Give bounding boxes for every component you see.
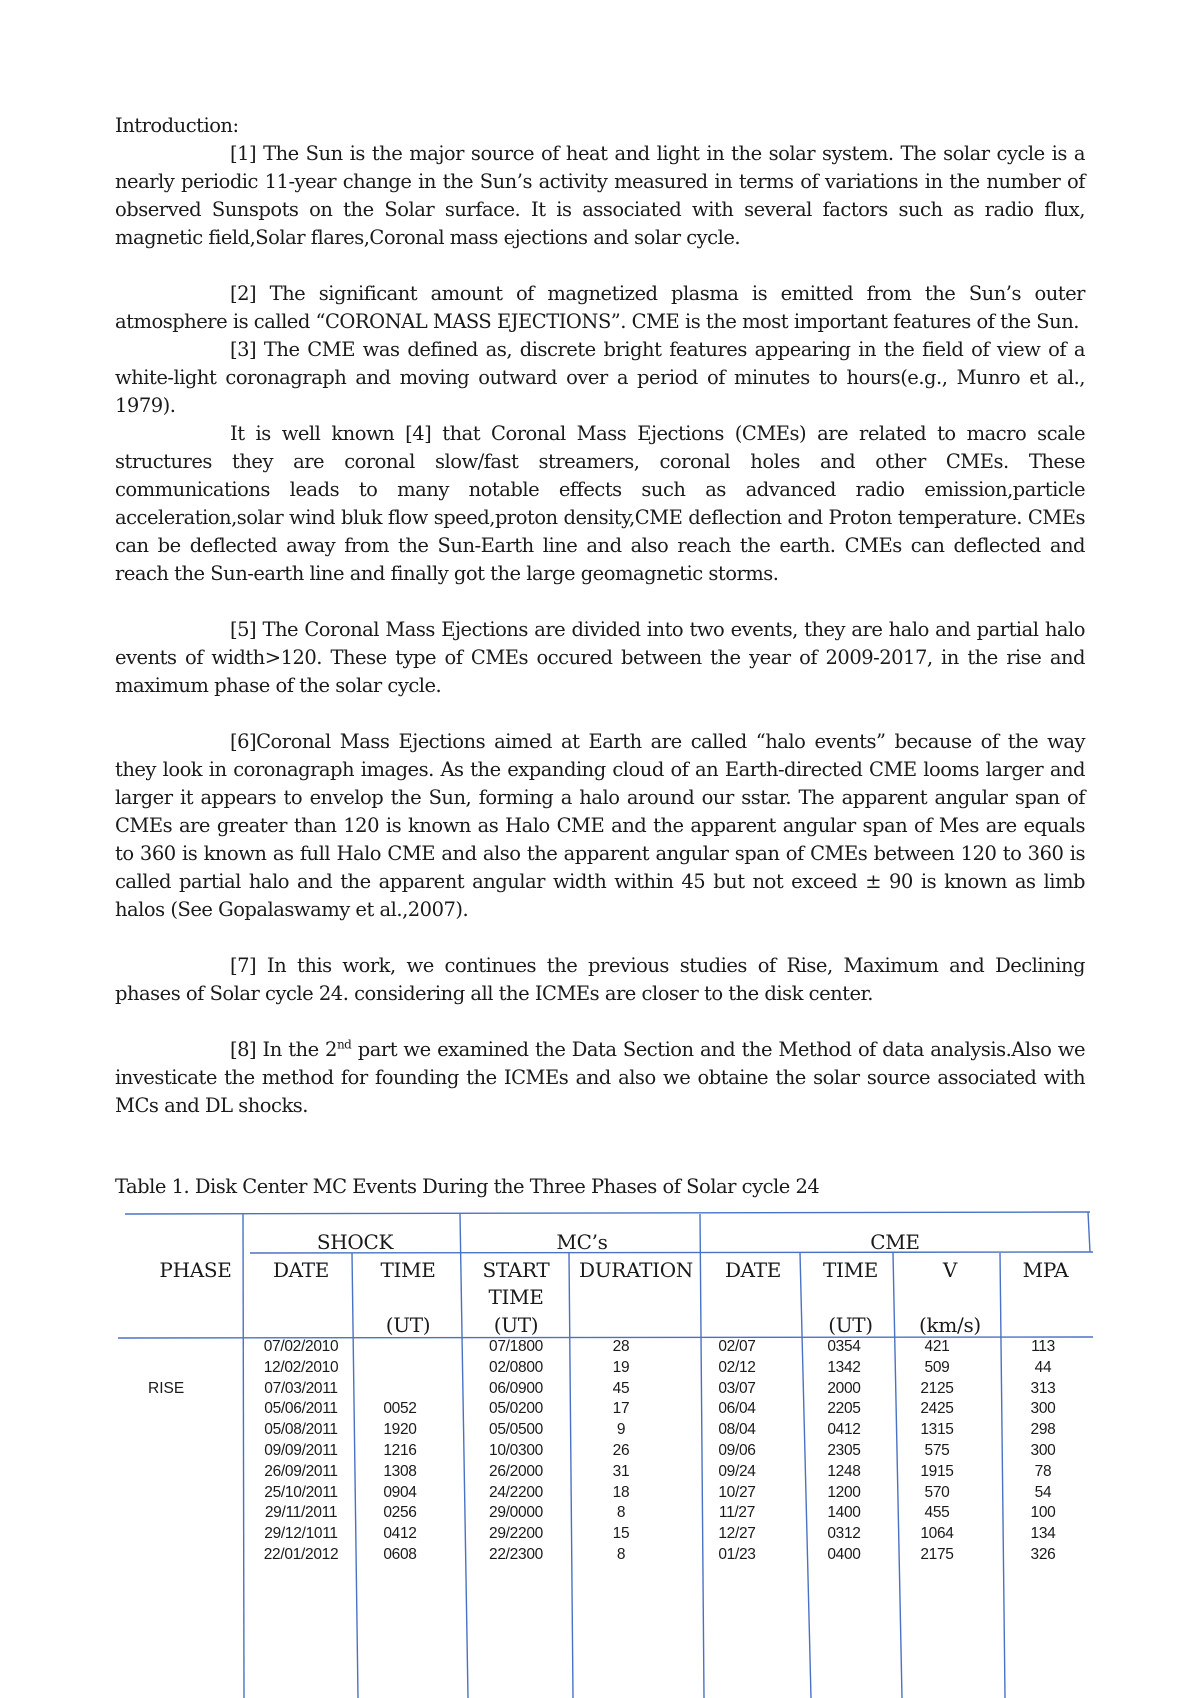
table-cell-cme-v: 2125 [920,1379,954,1397]
table-cell-cme-v: 455 [924,1504,950,1522]
table-cell-cme-v: 1915 [920,1462,954,1480]
column-mc-start [464,1337,568,1566]
column-shock-time [354,1337,446,1566]
table-cell-mc-start: 26/2000 [489,1462,543,1480]
header-shock-time-unit: (UT) [385,1313,431,1337]
table-cell-cme-time: 2205 [827,1400,861,1418]
header-cme-v: V [942,1258,958,1282]
table-cell-mc-start: 02/0800 [489,1358,543,1376]
table-cell-mc-start: 10/0300 [489,1441,543,1459]
table-cell-shock-date: 25/10/2011 [264,1483,338,1501]
paragraph-3 [115,336,1085,420]
table-cell-mc-start: 05/0500 [489,1421,543,1439]
table-cell-cme-time: 1342 [827,1358,861,1376]
phase-label-rise: RISE [148,1380,185,1397]
header-cme-time-unit: (UT) [828,1313,873,1337]
paragraph-2 [115,280,1085,336]
table-cell-cme-date: 10/27 [718,1483,756,1501]
header-mc-duration: DURATION [578,1258,694,1282]
table-cell-cme-date: 12/27 [718,1525,756,1543]
column-cme-v [897,1337,977,1566]
table-cell-shock-time: 0608 [383,1545,417,1563]
table-cell-cme-date: 08/04 [718,1421,756,1439]
column-cme-time [804,1337,884,1566]
header-mc-start: START [482,1258,550,1282]
column-cme-date [702,1337,772,1566]
table-cell-cme-mpa: 78 [1034,1462,1052,1480]
table-cell-cme-date: 02/07 [718,1338,756,1355]
paragraph-3-text: [3] The CME was defined as, discrete bright features appearing in the field of view of a white-light coronagraph and moving outward over a period of minutes to hours(e.g., Munro et al., 1979). [115,338,1085,417]
table-caption: Table 1. Disk Center MC Events During the Three Phases of Solar cycle 24 [115,1175,820,1198]
table-cell-cme-v: 2175 [920,1545,954,1563]
paragraph-7-text: [7] In this work, we continues the previous studies of Rise, Maximum and Declining phases of Solar cycle 24. considering all the ICMEs are closer to the disk center. [115,954,1085,1005]
table-cell-mc-duration: 8 [616,1545,626,1563]
table-cell-shock-time: 0256 [383,1504,417,1522]
table-cell-shock-time: 1216 [383,1441,417,1459]
table-cell-shock-time: 0052 [383,1400,417,1418]
table-cell-shock-time: 0412 [383,1525,417,1543]
table-cell-mc-duration: 15 [612,1525,630,1543]
table-cell-shock-date: 22/01/2012 [263,1545,339,1563]
header-phase: PHASE [159,1258,232,1282]
table-cell-cme-time: 1200 [827,1483,861,1501]
table-cell-cme-time: 2000 [827,1379,861,1397]
header-cme: CME [870,1230,920,1254]
table-cell-shock-time [354,1358,446,1379]
table-cell-mc-duration: 18 [612,1483,630,1501]
paragraph-8 [115,1036,1085,1120]
table-cell-mc-duration: 28 [612,1338,630,1355]
table-cell-shock-date: 29/11/2011 [264,1504,338,1522]
header-shock: SHOCK [316,1230,394,1254]
table-cell-cme-time: 1400 [827,1504,861,1522]
table-cell-cme-mpa: 100 [1030,1504,1056,1522]
column-shock-date [250,1337,352,1566]
table-cell-mc-duration: 17 [612,1400,630,1418]
table-cell-cme-time: 1248 [827,1462,861,1480]
table-cell-shock-time: 1920 [383,1421,417,1439]
header-mcs: MC’s [556,1230,608,1254]
table-cell-cme-time: 0312 [827,1525,861,1543]
column-cme-mpa [1003,1337,1083,1566]
table-cell-cme-time: 0354 [827,1338,861,1355]
table-cell-shock-date: 05/08/2011 [264,1421,338,1439]
table-cell-cme-date: 06/04 [718,1400,756,1418]
table-cell-cme-mpa: 44 [1034,1358,1052,1376]
paragraph-1-text: [1] The Sun is the major source of heat and light in the solar system. The solar cycle is a nearly periodic 11-year change in the Sun’s activity measured in terms of variations in the number of observed Sunspots on the Solar surface. It is associated with several factors such as radio flux, magnetic field,Solar flares,Coronal mass ejections and solar cycle. [115,142,1085,249]
table-cell-cme-mpa: 134 [1030,1525,1056,1543]
table-cell-shock-date: 09/09/2011 [264,1441,338,1459]
paragraph-5 [115,616,1085,700]
table-cell-cme-v: 2425 [920,1400,954,1418]
table-cell-cme-time: 0400 [827,1545,861,1563]
paragraph-6 [115,728,1085,924]
paragraph-4 [115,420,1085,588]
table-cell-mc-duration: 9 [616,1421,626,1439]
table-cell-shock-time [354,1337,446,1358]
table-cell-cme-date: 11/27 [718,1504,756,1522]
table-cell-cme-mpa: 326 [1030,1545,1056,1563]
table-cell-shock-date: 29/12/1011 [264,1525,338,1543]
header-mc-start-unit: (UT) [493,1313,539,1337]
paragraph-7 [115,952,1085,1008]
table-cell-mc-start: 05/0200 [489,1400,543,1418]
table-cell-mc-start: 22/2300 [489,1545,543,1563]
paragraph-8-prefix: [8] In the 2 [230,1038,337,1061]
table-cell-cme-v: 421 [924,1338,950,1355]
paragraph-4-text: It is well known [4] that Coronal Mass Ejections (CMEs) are related to macro scale structures they are coronal slow/fast streamers, coronal holes and other CMEs. These communications leads to many notable effects such as advanced radio emission,particle acceleration,solar wind bluk flow speed,proton density,CME deflection and Proton temperature. CMEs can be deflected away from the Sun-Earth line and also reach the earth. CMEs can deflected and reach the Sun-earth line and finally got the large geomagnetic storms. [115,422,1085,585]
intro-heading: Introduction: [115,114,239,137]
table-cell-mc-start: 07/1800 [489,1338,543,1355]
table-cell-cme-time: 2305 [827,1441,861,1459]
table-cell-cme-date: 02/12 [718,1358,756,1376]
paragraph-8-rest: part we examined the Data Section and the Method of data analysis.Also we investicate the method for founding the ICMEs and also we obtaine the solar source associated with MCs and DL shocks. [115,1038,1085,1117]
column-mc-duration [571,1337,671,1566]
table-cell-mc-duration: 45 [612,1379,630,1397]
table-cell-shock-date: 07/03/2011 [264,1379,338,1397]
table-cell-cme-v: 1315 [920,1421,954,1439]
body-text [115,112,1085,1120]
table-cell-shock-time [354,1379,446,1400]
table-cell-mc-start: 06/0900 [489,1379,543,1397]
header-cme-mpa: MPA [1022,1258,1069,1282]
table-cell-mc-start: 29/2200 [489,1525,543,1543]
table-cell-cme-date: 03/07 [718,1379,756,1397]
table-cell-mc-duration: 8 [616,1504,626,1522]
table-cell-shock-date: 12/02/2010 [263,1358,339,1376]
table-cell-cme-v: 570 [924,1483,950,1501]
table-cell-shock-date: 05/06/2011 [264,1400,338,1418]
paragraph-8-superscript: nd [336,1037,352,1052]
paragraph-5-text: [5] The Coronal Mass Ejections are divided into two events, they are halo and partial halo events of width>120. These type of CMEs occured between the year of 2009-2017, in the rise and maximum phase of the solar cycle. [115,618,1085,697]
table-cell-mc-duration: 26 [612,1441,630,1459]
table-cell-shock-time: 1308 [383,1462,417,1480]
table-cell-cme-date: 09/06 [718,1441,756,1459]
header-cme-time: TIME [822,1258,879,1282]
table-cell-shock-date: 07/02/2010 [263,1338,339,1355]
header-cme-v-unit: (km/s) [919,1313,981,1337]
table-cell-cme-time: 0412 [827,1421,861,1439]
table-cell-cme-v: 1064 [920,1525,954,1543]
table-cell-mc-start: 24/2200 [489,1483,543,1501]
table-cell-cme-mpa: 300 [1030,1400,1056,1418]
paragraph-1 [115,140,1085,252]
table-cell-cme-mpa: 300 [1030,1441,1056,1459]
paragraph-2-text: [2] The significant amount of magnetized plasma is emitted from the Sun’s outer atmosphere is called “CORONAL MASS EJECTIONS”. CME is the most important features of the Sun. [115,282,1085,333]
table-cell-cme-mpa: 54 [1034,1483,1052,1501]
table-cell-mc-duration: 31 [612,1462,630,1480]
table-cell-cme-mpa: 113 [1031,1338,1055,1355]
table-cell-cme-date: 01/23 [718,1545,756,1563]
table-cell-mc-duration: 19 [612,1358,630,1376]
table-cell-shock-time: 0904 [383,1483,417,1501]
header-cme-date: DATE [724,1258,782,1282]
table-cell-cme-date: 09/24 [718,1462,756,1480]
header-shock-time: TIME [380,1258,436,1282]
table-cell-cme-v: 509 [924,1358,950,1376]
table-cell-shock-date: 26/09/2011 [264,1462,338,1480]
header-shock-date: DATE [272,1258,330,1282]
table-cell-mc-start: 29/0000 [489,1504,543,1522]
header-mc-start-time: TIME [488,1285,544,1309]
table-cell-cme-mpa: 298 [1030,1421,1056,1439]
table-cell-cme-mpa: 313 [1030,1379,1056,1397]
table-cell-cme-v: 575 [924,1441,950,1459]
paragraph-6-text: [6]Coronal Mass Ejections aimed at Earth are called “halo events” because of the way they look in coronagraph images. As the expanding cloud of an Earth-directed CME looms larger and larger it appears to envelop the Sun, forming a halo around our sstar. The apparent angular span of CMEs are greater than 120 is known as Halo CME and the apparent angular span of Mes are equals to 360 is known as full Halo CME and also the apparent angular span of CMEs between 120 to 360 is called partial halo and the apparent angular width within 45 but not exceed ± 90 is known as limb halos (See Gopalaswamy et al.,2007). [115,730,1085,921]
